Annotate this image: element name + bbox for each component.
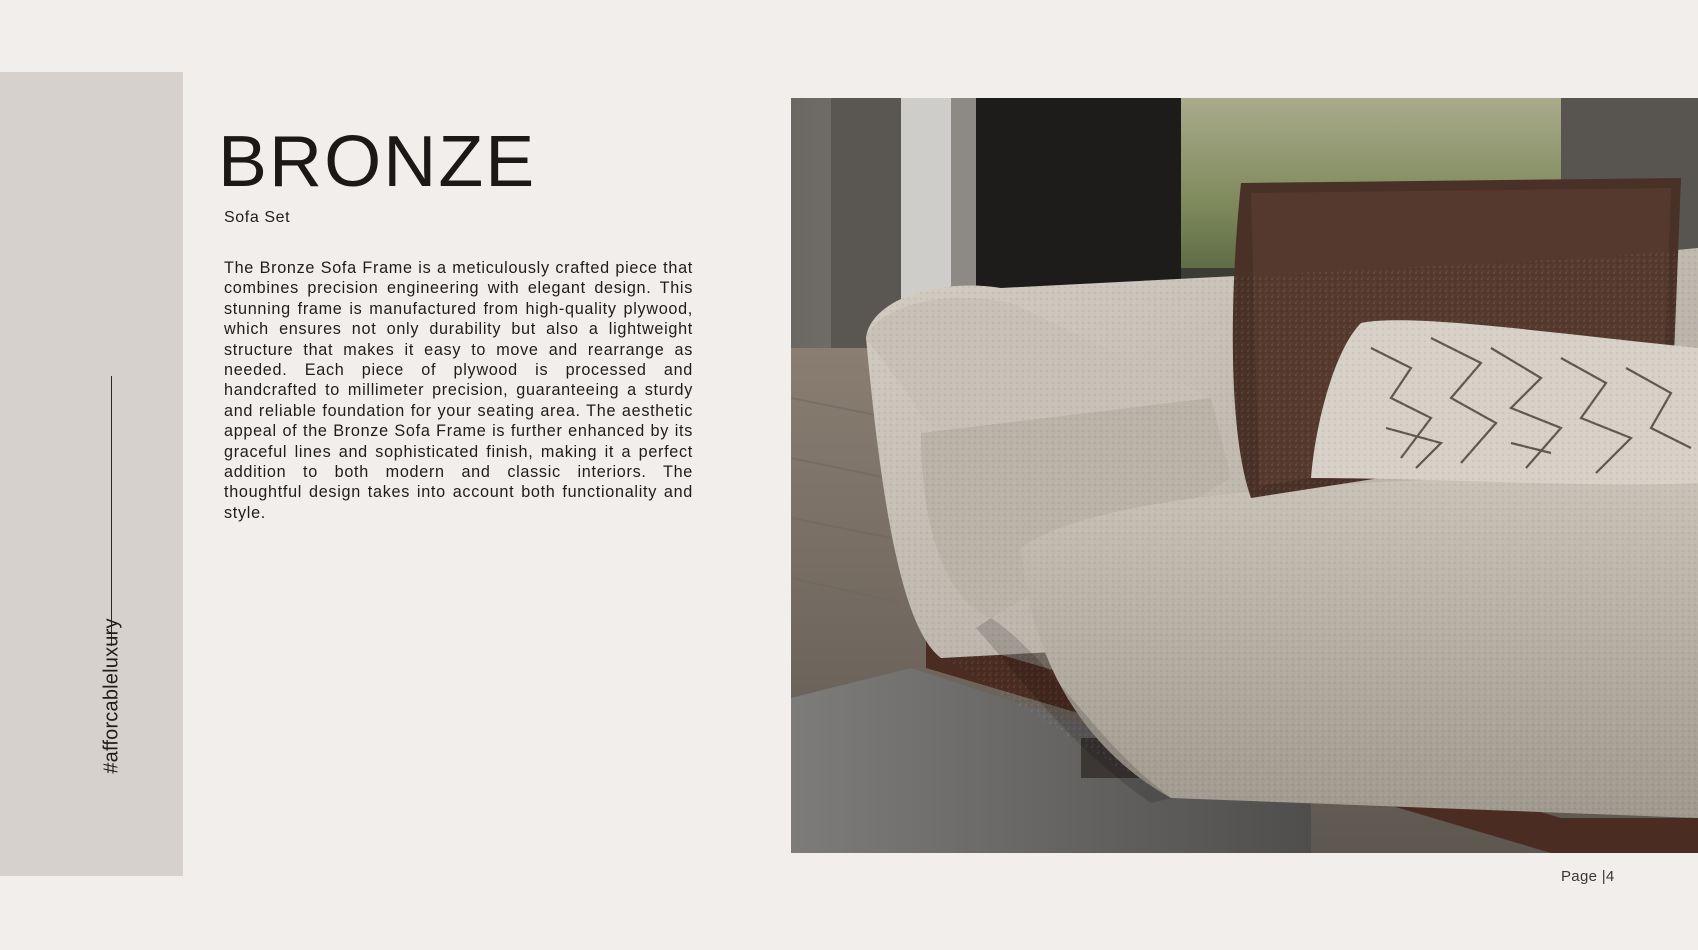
- product-title: BRONZE: [218, 122, 537, 202]
- side-panel: [0, 72, 183, 876]
- page-number: Page |4: [1561, 868, 1615, 885]
- sofa-photo-illustration: [791, 98, 1698, 853]
- product-category: Sofa Set: [224, 209, 291, 226]
- side-divider-line: [111, 376, 112, 646]
- product-description: The Bronze Sofa Frame is a meticulously crafted piece that combines precision engineering with elegant design. This stunning frame is manufactured from high-quality plywood, which ensures not only durability but also a lightweight structure that makes it easy to move and rearrange as needed. Each piece of plywood is processed and handcrafted to millimeter precision, guaranteeing a sturdy and reliable foundation for your seating area. The aesthetic appeal of the Bronze Sofa Frame is further enhanced by its graceful lines and sophisticated finish, making it a perfect addition to both modern and classic interiors. The thoughtful design takes into account both functionality and style.: [224, 259, 693, 522]
- brand-hashtag: #afforcableluxury: [100, 618, 123, 774]
- sofa-photo: [791, 98, 1698, 853]
